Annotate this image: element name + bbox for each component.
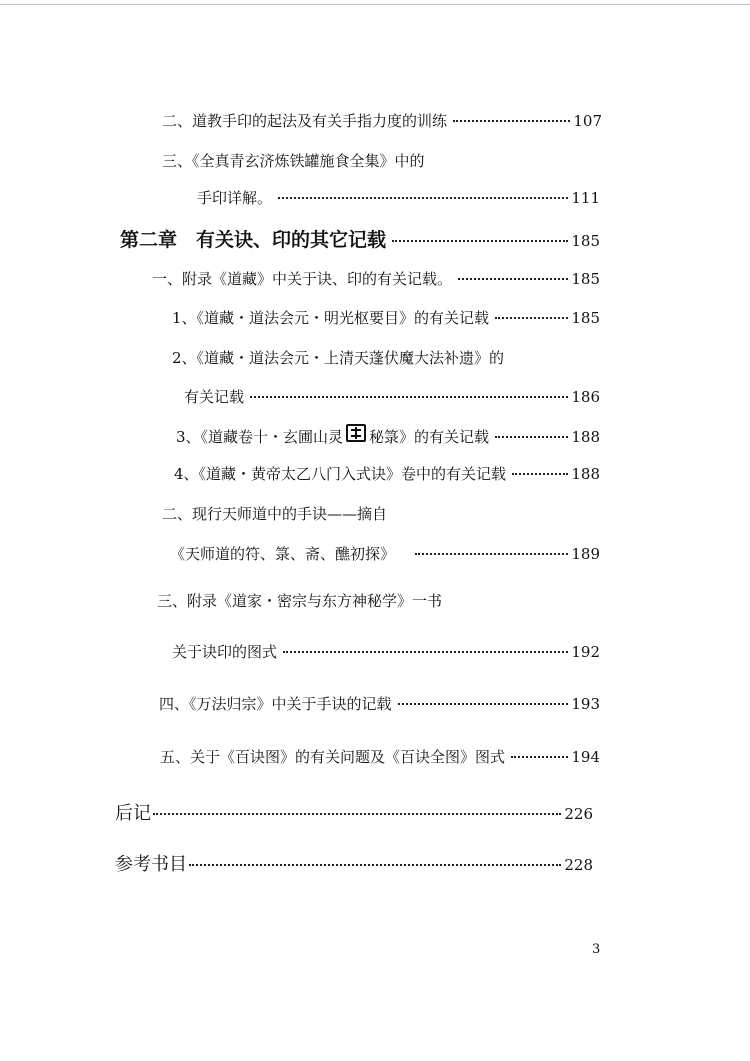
- toc-entry-title: 后记: [115, 803, 151, 824]
- toc-entry[interactable]: [159, 693, 600, 714]
- dot-leader: [189, 864, 561, 866]
- toc-page-number: 192: [571, 643, 600, 661]
- toc-subentry[interactable]: [172, 307, 600, 328]
- toc-entry[interactable]: [162, 503, 387, 524]
- dot-leader: [495, 317, 568, 319]
- dot-leader: [512, 473, 568, 475]
- dot-leader: [283, 651, 568, 653]
- toc-entry-title: 《天师道的符、箓、斋、醮初探》: [170, 545, 396, 563]
- toc-entry-afterword[interactable]: [115, 799, 593, 825]
- toc-entry-title: 手印详解。: [197, 189, 273, 207]
- toc-entry-title: 三、《全真青玄济炼铁罐施食全集》中的: [162, 152, 425, 170]
- toc-page-number: 194: [571, 748, 600, 766]
- chapter-title: 第二章 有关诀、印的其它记载: [120, 229, 387, 251]
- dot-leader: [278, 197, 568, 199]
- toc-entry-title: 三、附录《道家・密宗与东方神秘学》一书: [157, 592, 443, 610]
- toc-page-number: 189: [571, 545, 600, 563]
- toc-entry-title: 二、现行天师道中的手诀——摘自: [162, 505, 388, 523]
- dot-leader: [153, 813, 561, 815]
- toc-page-number: 185: [571, 232, 600, 250]
- toc-entry-title: 4、《道藏・黄帝太乙八门入式诀》卷中的有关记载: [174, 465, 507, 483]
- toc-entry-references[interactable]: [115, 850, 593, 876]
- dot-leader: [511, 756, 568, 758]
- toc-entry-title: 有关记载: [184, 388, 245, 406]
- seal-character-icon: [346, 424, 366, 442]
- toc-entry-title-part2: 秘箓》的有关记载: [369, 428, 490, 446]
- dot-leader: [453, 120, 570, 122]
- dot-leader: [250, 396, 568, 398]
- dot-leader: [398, 703, 569, 705]
- toc-page-number: 228: [564, 856, 593, 874]
- toc-entry[interactable]: [162, 110, 602, 131]
- page-number-footer: 3: [592, 942, 601, 957]
- toc-subentry[interactable]: [176, 424, 600, 447]
- toc-page-number: 186: [571, 388, 600, 406]
- toc-entry[interactable]: [157, 590, 442, 611]
- toc-entry[interactable]: [160, 746, 600, 767]
- toc-chapter-entry[interactable]: [120, 225, 600, 252]
- toc-entry-title: 1、《道藏・道法会元・明光枢要目》的有关记载: [172, 309, 490, 327]
- toc-subentry[interactable]: [174, 463, 600, 484]
- toc-entry-title: 五、关于《百诀图》的有关问题及《百诀全图》图式: [160, 748, 506, 766]
- toc-page-number: 185: [571, 309, 600, 327]
- toc-entry[interactable]: [152, 268, 600, 289]
- toc-entry-title: 参考书目: [115, 854, 187, 875]
- toc-page-number: 111: [571, 189, 600, 207]
- dot-leader: [495, 436, 568, 438]
- toc-page-number: 188: [571, 465, 600, 483]
- toc-entry-title: 四、《万法归宗》中关于手诀的记载: [159, 695, 392, 713]
- toc-subentry-continued[interactable]: [184, 386, 600, 407]
- toc-entry-continued[interactable]: [170, 543, 600, 564]
- toc-page-number: 226: [564, 805, 593, 823]
- toc-entry[interactable]: [162, 150, 425, 171]
- toc-page-number: 185: [571, 270, 600, 288]
- page-top-border: [0, 4, 750, 5]
- toc-entry-continued[interactable]: [172, 641, 600, 662]
- dot-leader: [415, 553, 568, 555]
- toc-page-number: 107: [573, 112, 602, 130]
- toc-entry-title: 二、道教手印的起法及有关手指力度的训练: [162, 112, 448, 130]
- toc-entry-title: 一、附录《道藏》中关于诀、印的有关记载。: [152, 270, 453, 288]
- toc-entry-title-part1: 3、《道藏卷十・玄圃山灵: [176, 428, 344, 446]
- dot-leader: [392, 240, 568, 242]
- toc-entry-continued[interactable]: [197, 187, 600, 208]
- toc-page-number: 193: [571, 695, 600, 713]
- toc-entry-title: 2、《道藏・道法会元・上清天蓬伏魔大法补遗》的: [172, 349, 505, 367]
- dot-leader: [458, 278, 568, 280]
- toc-page-number: 188: [571, 428, 600, 446]
- toc-entry-title: 关于诀印的图式: [172, 643, 278, 661]
- toc-subentry[interactable]: [172, 347, 504, 368]
